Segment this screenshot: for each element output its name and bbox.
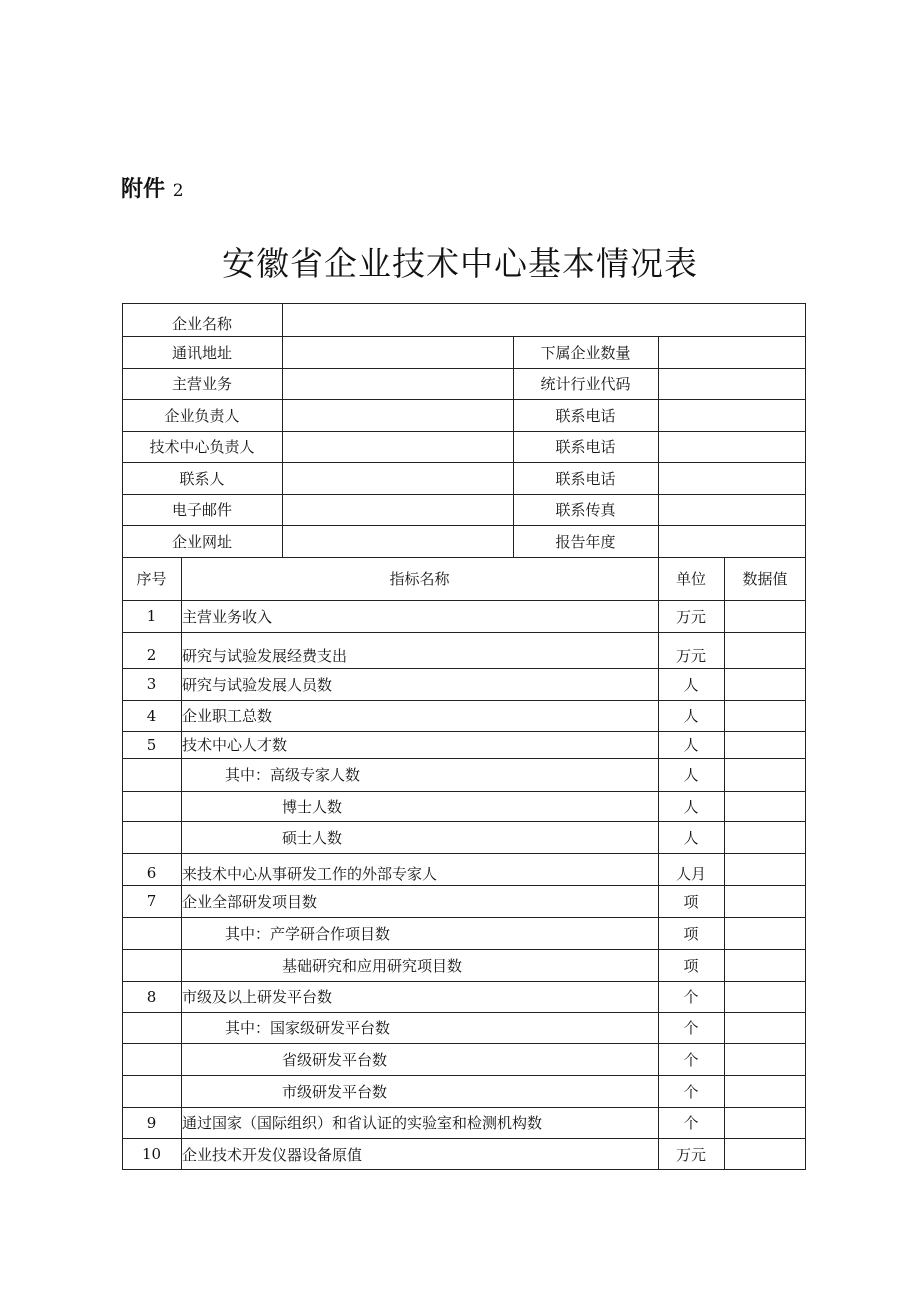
basic-info-label: 电子邮件 [171, 501, 232, 519]
table-rule [282, 431, 283, 462]
table-rule [658, 336, 659, 368]
indicator-value-field[interactable] [724, 668, 806, 700]
basic-info-value-field-2[interactable] [658, 462, 806, 494]
table-rule [282, 368, 283, 399]
indicator-unit: 项 [683, 924, 699, 943]
indicator-seq: 9 [146, 1113, 157, 1132]
basic-info-value-field-2[interactable] [658, 494, 806, 525]
indicator-seq [122, 917, 181, 949]
indicator-name: 省级研发平台数 [282, 1050, 388, 1069]
indicator-unit: 人 [683, 797, 699, 816]
indicator-name: 企业全部研发项目数 [182, 892, 318, 911]
indicator-value-field[interactable] [724, 949, 806, 981]
indicator-seq: 7 [146, 892, 157, 910]
indicator-unit: 人 [683, 675, 699, 694]
indicator-name: 研究与试验发展人员数 [182, 675, 333, 694]
indicator-unit: 个 [683, 1050, 699, 1069]
indicator-unit: 人 [683, 736, 699, 754]
indicator-value-field[interactable] [724, 853, 806, 885]
indicator-unit: 个 [683, 1019, 699, 1037]
table-rule [513, 462, 514, 494]
table-rule [122, 885, 806, 886]
indicator-value-field[interactable] [724, 1138, 806, 1170]
table-rule [658, 557, 659, 1170]
basic-info-label-2: 联系传真 [555, 501, 616, 519]
indicator-value-field[interactable] [724, 1043, 806, 1075]
table-rule [122, 462, 806, 463]
indicator-unit: 项 [683, 892, 699, 911]
indicator-seq: 1 [146, 607, 157, 625]
indicator-name: 技术中心人才数 [182, 736, 288, 754]
indicator-unit: 万元 [675, 607, 706, 626]
indicator-name: 企业技术开发仪器设备原值 [182, 1145, 363, 1164]
indicator-value-field[interactable] [724, 885, 806, 917]
indicator-value-field[interactable] [724, 1012, 806, 1043]
indicator-name: 来技术中心从事研发工作的外部专家人 [182, 864, 438, 883]
table-rule [122, 336, 806, 337]
indicator-value-field[interactable] [724, 821, 806, 853]
indicator-value-field[interactable] [724, 731, 806, 758]
indicator-seq [122, 1075, 181, 1107]
table-rule [122, 399, 806, 400]
indicator-seq [122, 1043, 181, 1075]
indicator-seq: 8 [146, 987, 157, 1006]
table-rule [122, 431, 806, 432]
table-rule [122, 368, 806, 369]
indicator-value-field[interactable] [724, 1107, 806, 1138]
basic-info-value-field-2[interactable] [658, 368, 806, 399]
indicator-unit: 万元 [675, 1145, 706, 1164]
basic-info-value-field[interactable] [282, 368, 513, 399]
indicator-seq [122, 758, 181, 791]
indicator-seq: 10 [141, 1145, 162, 1163]
indicator-unit: 人 [683, 707, 699, 725]
basic-info-label: 通讯地址 [171, 343, 232, 362]
indicator-seq [122, 1012, 181, 1043]
basic-info-label-2: 联系电话 [555, 438, 616, 456]
indicator-name: 其中：产学研合作项目数 [225, 924, 391, 943]
table-rule [122, 758, 806, 759]
table-rule [122, 731, 806, 732]
indicator-name: 主营业务收入 [182, 607, 273, 626]
table-rule [513, 431, 514, 462]
indicator-seq [122, 821, 181, 853]
indicator-seq: 4 [146, 706, 157, 725]
table-rule [282, 399, 283, 431]
table-rule [513, 494, 514, 525]
indicator-value-field[interactable] [724, 700, 806, 731]
table-rule [122, 791, 806, 792]
table-rule [282, 303, 283, 336]
basic-info-label-2: 统计行业代码 [540, 375, 631, 393]
page-title: 安徽省企业技术中心基本情况表 [222, 244, 698, 283]
indicator-name: 通过国家（国际组织）和省认证的实验室和检测机构数 [182, 1114, 543, 1132]
table-rule [122, 668, 806, 669]
indicator-unit: 个 [683, 988, 699, 1006]
attachment-label: 附件 2 [121, 177, 184, 202]
basic-info-value-field-2[interactable] [658, 336, 806, 368]
basic-info-value-field[interactable] [282, 494, 513, 525]
table-rule [122, 917, 806, 918]
header-value: 数据值 [742, 570, 788, 588]
indicator-value-field[interactable] [724, 791, 806, 821]
indicator-seq [122, 949, 181, 981]
indicator-name: 市级及以上研发平台数 [182, 988, 333, 1006]
indicator-seq: 2 [146, 646, 157, 664]
basic-info-value-field[interactable] [282, 431, 513, 462]
table-rule [122, 821, 806, 822]
table-rule [658, 368, 659, 399]
indicator-value-field[interactable] [724, 758, 806, 791]
basic-info-value-field[interactable] [282, 303, 806, 336]
basic-info-label-2: 联系电话 [555, 406, 616, 425]
basic-info-value-field[interactable] [282, 462, 513, 494]
table-rule [513, 336, 514, 368]
table-rule [122, 1107, 806, 1108]
indicator-unit: 人月 [675, 864, 706, 883]
basic-info-label: 企业负责人 [164, 406, 240, 425]
table-rule [122, 853, 806, 854]
basic-info-label: 主营业务 [171, 375, 232, 393]
indicator-name: 其中：高级专家人数 [225, 766, 361, 784]
table-rule [658, 399, 659, 431]
basic-info-value-field-2[interactable] [658, 431, 806, 462]
indicator-seq [122, 791, 181, 821]
basic-info-label: 企业网址 [171, 532, 232, 551]
indicator-unit: 个 [683, 1082, 699, 1101]
indicator-value-field[interactable] [724, 1075, 806, 1107]
table-rule [513, 368, 514, 399]
indicator-name: 企业职工总数 [182, 707, 273, 725]
basic-info-value-field[interactable] [282, 399, 513, 431]
table-rule [513, 525, 514, 557]
indicator-seq: 3 [146, 675, 157, 693]
table-rule [122, 632, 806, 633]
table-rule [122, 949, 806, 950]
table-rule [282, 494, 283, 525]
table-rule [181, 557, 182, 1170]
table-rule [122, 1075, 806, 1076]
basic-info-label: 联系人 [179, 469, 225, 488]
table-rule [658, 525, 659, 557]
indicator-value-field[interactable] [724, 632, 806, 668]
indicator-unit: 万元 [675, 646, 706, 665]
table-rule [724, 557, 725, 1170]
table-rule [122, 981, 806, 982]
indicator-name: 市级研发平台数 [282, 1082, 388, 1101]
basic-info-label: 技术中心负责人 [149, 438, 255, 456]
table-rule [282, 525, 283, 557]
basic-info-label: 企业名称 [171, 315, 232, 333]
indicator-value-field[interactable] [724, 981, 806, 1012]
table-rule [122, 525, 806, 526]
table-rule [658, 431, 659, 462]
basic-info-label-2: 联系电话 [555, 469, 616, 488]
indicator-name: 硕士人数 [282, 828, 343, 847]
indicator-name: 博士人数 [282, 797, 343, 816]
basic-info-value-field[interactable] [282, 525, 513, 557]
basic-info-value-field-2[interactable] [658, 525, 806, 557]
table-rule [658, 462, 659, 494]
table-rule [122, 494, 806, 495]
table-rule [122, 1043, 806, 1044]
table-rule [513, 399, 514, 431]
table-rule [122, 700, 806, 701]
indicator-value-field[interactable] [724, 917, 806, 949]
table-rule [122, 1012, 806, 1013]
basic-info-value-field-2[interactable] [658, 399, 806, 431]
header-seq: 序号 [136, 570, 167, 588]
indicator-name: 研究与试验发展经费支出 [182, 646, 348, 665]
basic-info-label-2: 下属企业数量 [540, 343, 631, 362]
indicator-name: 基础研究和应用研究项目数 [282, 956, 463, 975]
header-name: 指标名称 [389, 570, 450, 588]
table-rule [282, 462, 283, 494]
indicator-unit: 人 [683, 766, 699, 784]
table-rule [658, 494, 659, 525]
attachment-number: 2 [172, 181, 184, 201]
basic-info-label-2: 报告年度 [555, 532, 616, 551]
indicator-unit: 个 [683, 1114, 699, 1132]
table-rule [122, 1138, 806, 1139]
indicator-name: 其中：国家级研发平台数 [225, 1019, 391, 1037]
indicator-seq: 6 [146, 864, 157, 882]
header-unit: 单位 [675, 570, 706, 588]
indicator-unit: 人 [683, 828, 699, 847]
indicator-unit: 项 [683, 956, 699, 975]
indicator-seq: 5 [146, 735, 157, 754]
indicator-value-field[interactable] [724, 600, 806, 632]
table-rule [282, 336, 283, 368]
basic-info-value-field[interactable] [282, 336, 513, 368]
